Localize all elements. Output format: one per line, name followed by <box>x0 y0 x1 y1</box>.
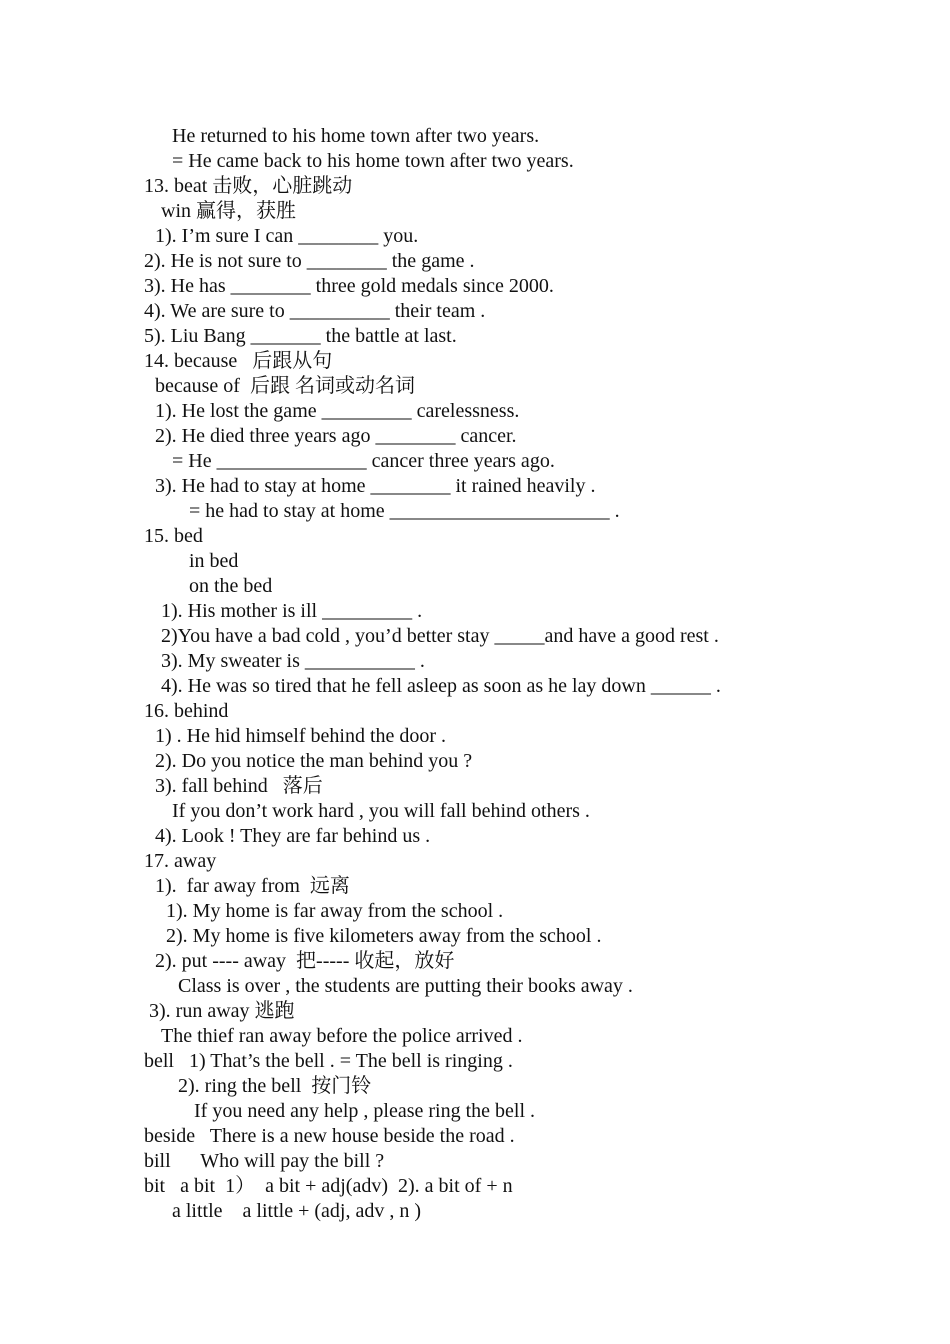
text-line: = He came back to his home town after two years. <box>172 150 574 172</box>
text-line: 4). Look ! They are far behind us . <box>155 825 431 847</box>
text-line: 1). far away from 远离 <box>155 875 350 897</box>
exercise-line: = he had to stay at home ______________________ . <box>189 500 620 522</box>
text-line: 3). fall behind 落后 <box>155 775 323 797</box>
exercise-line: 4). He was so tired that he fell asleep as soon as he lay down ______ . <box>161 675 721 697</box>
vocab-entry: bit a bit 1） a bit + adj(adv) 2). a bit of + n <box>144 1175 513 1197</box>
exercise-line: 3). He has ________ three gold medals since 2000. <box>144 275 554 297</box>
exercise-line: = He _______________ cancer three years ago. <box>172 450 555 472</box>
text-line: 2). My home is five kilometers away from the school . <box>166 925 602 947</box>
exercise-line: 2)You have a bad cold , you’d better stay _____and have a good rest . <box>161 625 719 647</box>
text-line: a little a little + (adj, adv , n ) <box>172 1200 421 1222</box>
vocab-entry: beside There is a new house beside the road . <box>144 1125 515 1147</box>
text-line: because of 后跟 名词或动名词 <box>155 375 415 397</box>
text-line: 2). Do you notice the man behind you ? <box>155 750 473 772</box>
text-line: on the bed <box>189 575 273 597</box>
vocab-entry: bill Who will pay the bill ? <box>144 1150 385 1172</box>
section-heading: 15. bed <box>144 525 203 547</box>
section-heading: 13. beat 击败，心脏跳动 <box>144 175 353 197</box>
exercise-line: 1). He lost the game _________ carelessness. <box>155 400 520 422</box>
text-line: 2). put ---- away 把----- 收起，放好 <box>155 950 455 972</box>
text-line: If you don’t work hard , you will fall behind others . <box>172 800 590 822</box>
exercise-line: 2). He died three years ago ________ cancer. <box>155 425 517 447</box>
section-heading: 14. because 后跟从句 <box>144 350 333 372</box>
text-line: win 赢得，获胜 <box>161 200 296 222</box>
section-heading: 16. behind <box>144 700 229 722</box>
text-line: Class is over , the students are putting their books away . <box>178 975 633 997</box>
text-line: 2). ring the bell 按门铃 <box>178 1075 372 1097</box>
exercise-line: 3). He had to stay at home ________ it rained heavily . <box>155 475 596 497</box>
text-line: If you need any help , please ring the bell . <box>194 1100 535 1122</box>
vocab-entry: bell 1) That’s the bell . = The bell is ringing . <box>144 1050 513 1072</box>
text-line: 1). My home is far away from the school . <box>166 900 504 922</box>
exercise-line: 1). His mother is ill _________ . <box>161 600 423 622</box>
exercise-line: 2). He is not sure to ________ the game . <box>144 250 475 272</box>
exercise-line: 3). My sweater is ___________ . <box>161 650 425 672</box>
exercise-line: 5). Liu Bang _______ the battle at last. <box>144 325 457 347</box>
exercise-line: 4). We are sure to __________ their team . <box>144 300 486 322</box>
text-line: in bed <box>189 550 239 572</box>
text-line: 1) . He hid himself behind the door . <box>155 725 447 747</box>
exercise-line: 1). I’m sure I can ________ you. <box>155 225 419 247</box>
section-heading: 17. away <box>144 850 217 872</box>
text-line: The thief ran away before the police arrived . <box>161 1025 523 1047</box>
text-line: 3). run away 逃跑 <box>149 1000 295 1022</box>
text-line: He returned to his home town after two years. <box>172 125 540 147</box>
